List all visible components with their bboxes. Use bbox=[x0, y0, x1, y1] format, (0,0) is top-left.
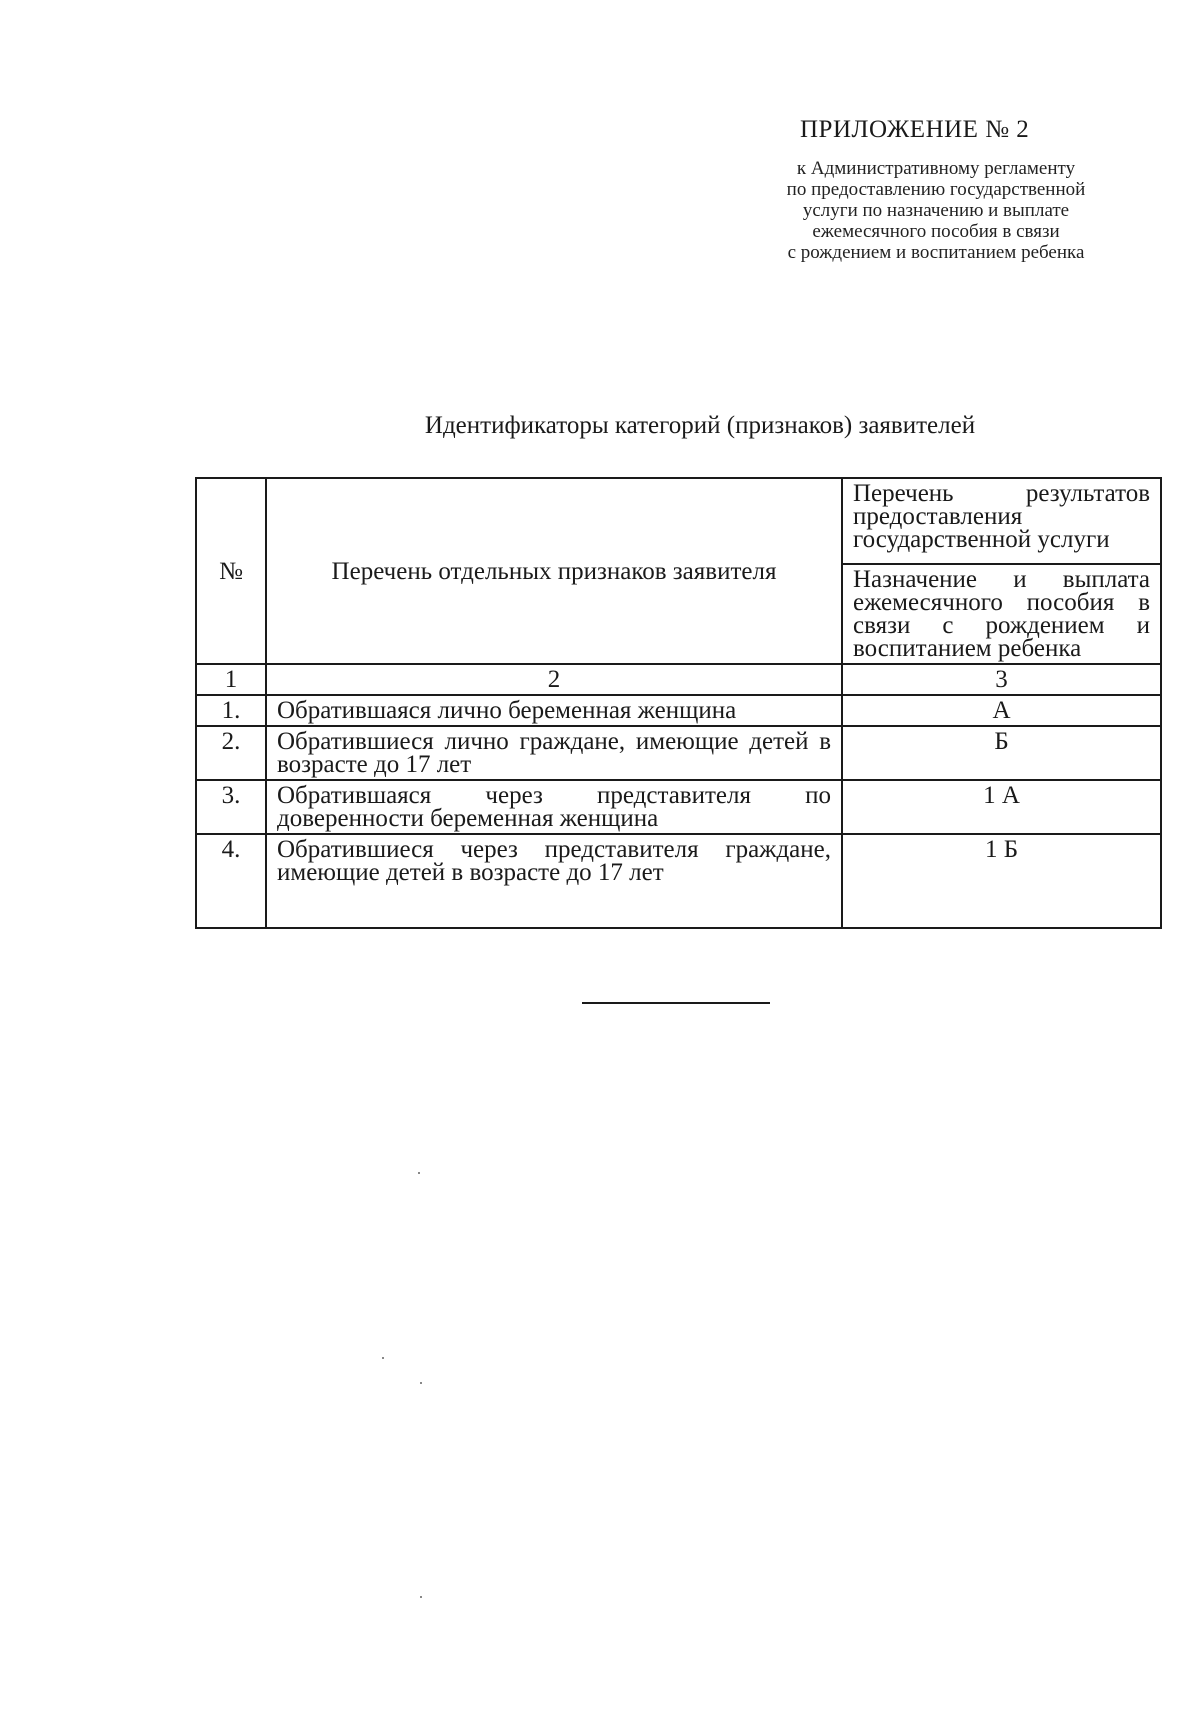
row-num: 4. bbox=[196, 834, 266, 928]
column-number: 1 bbox=[196, 664, 266, 695]
table-row bbox=[196, 695, 1161, 726]
scan-speck bbox=[382, 1357, 384, 1359]
table-row bbox=[196, 726, 1161, 780]
row-num: 2. bbox=[196, 726, 266, 780]
appendix-subtitle-line: к Административному регламенту bbox=[796, 158, 1076, 179]
table-header-row bbox=[196, 478, 1161, 564]
row-sign: Обратившиеся через представителя граждане, имеющие детей в возрасте до 17 лет bbox=[266, 834, 842, 928]
column-number-row bbox=[196, 664, 1161, 695]
row-sign: Обратившаяся лично беременная женщина bbox=[266, 695, 842, 726]
row-num: 1. bbox=[196, 695, 266, 726]
scan-speck bbox=[418, 1172, 420, 1174]
header-num: № bbox=[196, 478, 266, 664]
row-result: А bbox=[842, 695, 1161, 726]
header-signs: Перечень отдельных признаков заявителя bbox=[266, 478, 842, 664]
appendix-subtitle-line: услуги по назначению и выплате bbox=[802, 200, 1070, 221]
table-row bbox=[196, 780, 1161, 834]
row-result: 1 А bbox=[842, 780, 1161, 834]
row-num: 3. bbox=[196, 780, 266, 834]
scan-speck bbox=[420, 1382, 422, 1384]
appendix-subtitle bbox=[730, 158, 1142, 263]
row-result: Б bbox=[842, 726, 1161, 780]
row-sign: Обратившаяся через представителя по доверенности беременная женщина bbox=[266, 780, 842, 834]
header-results-group: Перечень результатов предоставления государственной услуги bbox=[842, 478, 1161, 564]
separator-line bbox=[582, 1002, 770, 1004]
table-row bbox=[196, 834, 1161, 928]
row-sign: Обратившиеся лично граждане, имеющие детей в возрасте до 17 лет bbox=[266, 726, 842, 780]
appendix-subtitle-line: с рождением и воспитанием ребенка bbox=[787, 242, 1085, 263]
column-number: 2 bbox=[266, 664, 842, 695]
row-result: 1 Б bbox=[842, 834, 1161, 928]
document-title: Идентификаторы категорий (признаков) заявителей bbox=[424, 412, 976, 439]
appendix-title: ПРИЛОЖЕНИЕ № 2 bbox=[800, 116, 1030, 143]
header-result: Назначение и выплата ежемесячного пособия в связи с рождением и воспитанием ребенка bbox=[842, 564, 1161, 664]
appendix-subtitle-line: по предоставлению государственной bbox=[786, 179, 1086, 200]
scan-speck bbox=[420, 1596, 422, 1598]
appendix-subtitle-line: ежемесячного пособия в связи bbox=[812, 221, 1060, 242]
identifiers-table bbox=[195, 477, 1162, 929]
column-number: 3 bbox=[842, 664, 1161, 695]
